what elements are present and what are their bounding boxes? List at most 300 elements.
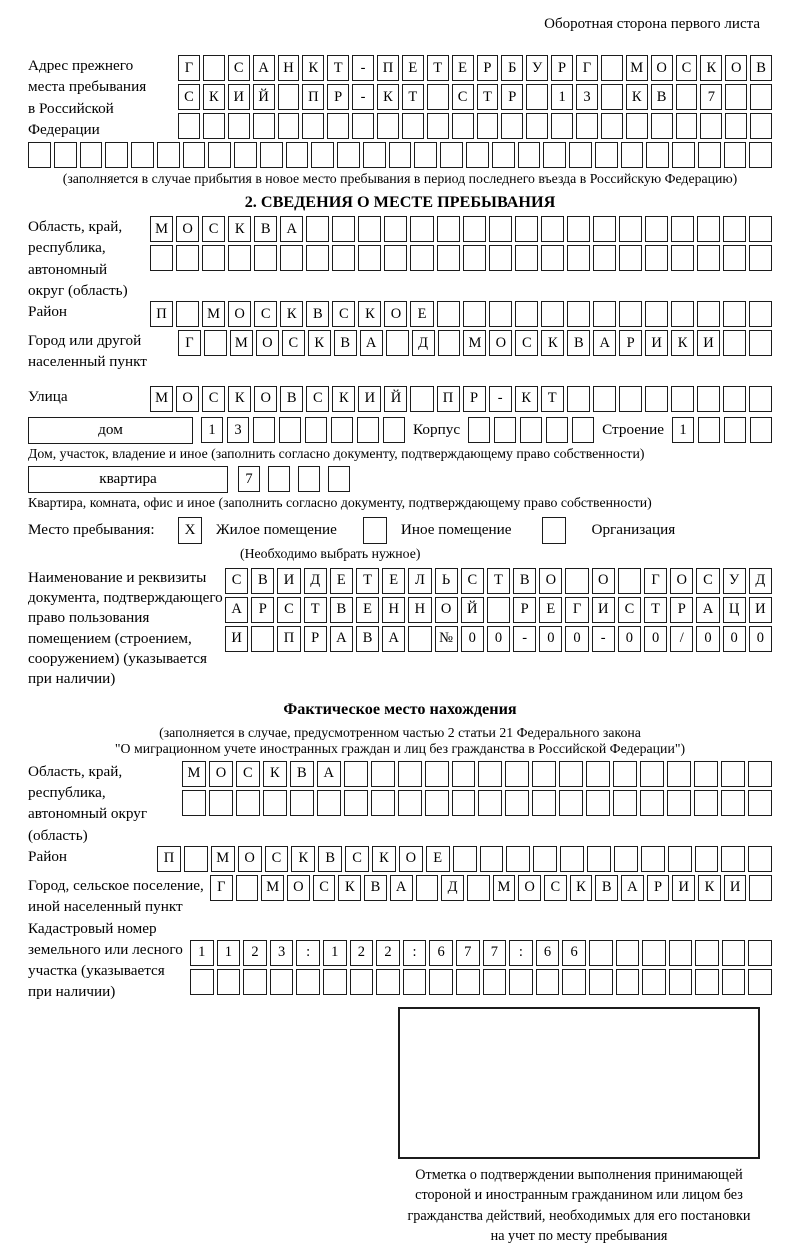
char-cell[interactable]: Е [356,597,379,623]
char-cell[interactable]: В [290,761,314,787]
char-cell[interactable]: М [626,55,648,81]
char-cell[interactable]: П [302,84,324,110]
char-cell[interactable]: 1 [217,940,241,966]
char-cell[interactable] [477,113,499,139]
char-cell[interactable] [667,790,691,816]
char-cell[interactable] [576,113,598,139]
char-cell[interactable]: А [696,597,719,623]
char-cell[interactable] [749,216,772,242]
char-cell[interactable]: Е [539,597,562,623]
char-cell[interactable] [669,940,693,966]
char-cell[interactable] [478,761,502,787]
char-cell[interactable]: С [228,55,250,81]
char-cell[interactable]: М [463,330,486,356]
char-cell[interactable] [286,142,309,168]
char-cell[interactable] [619,216,642,242]
char-cell[interactable]: Т [427,55,449,81]
char-cell[interactable] [543,142,566,168]
char-cell[interactable] [427,84,449,110]
char-cell[interactable] [667,761,691,787]
char-cell[interactable]: К [626,84,648,110]
char-cell[interactable] [559,761,583,787]
char-cell[interactable] [253,417,275,443]
char-cell[interactable] [541,301,564,327]
char-cell[interactable]: А [253,55,275,81]
char-cell[interactable]: 1 [201,417,223,443]
char-cell[interactable] [384,216,407,242]
char-cell[interactable]: И [277,568,300,594]
char-cell[interactable]: Р [304,626,327,652]
char-cell[interactable]: О [209,761,233,787]
char-cell[interactable]: В [280,386,303,412]
char-cell[interactable]: Р [251,597,274,623]
char-cell[interactable] [671,301,694,327]
char-cell[interactable]: У [723,568,746,594]
char-cell[interactable] [371,790,395,816]
char-cell[interactable]: М [202,301,225,327]
char-cell[interactable]: : [296,940,320,966]
char-cell[interactable] [697,386,720,412]
char-cell[interactable] [410,216,433,242]
char-cell[interactable] [492,142,515,168]
char-cell[interactable] [371,761,395,787]
char-cell[interactable] [487,597,510,623]
char-cell[interactable]: 0 [749,626,772,652]
char-cell[interactable]: 6 [562,940,586,966]
char-cell[interactable]: А [390,875,413,901]
char-cell[interactable]: А [360,330,383,356]
char-cell[interactable]: К [263,761,287,787]
char-cell[interactable] [668,846,692,872]
char-cell[interactable] [748,969,772,995]
char-cell[interactable] [352,113,374,139]
char-cell[interactable] [572,417,594,443]
char-cell[interactable] [463,245,486,271]
char-cell[interactable] [616,940,640,966]
char-cell[interactable] [389,142,412,168]
char-cell[interactable] [386,330,409,356]
char-cell[interactable] [619,386,642,412]
char-cell[interactable] [463,301,486,327]
char-cell[interactable] [278,84,300,110]
char-cell[interactable] [532,761,556,787]
char-cell[interactable]: В [334,330,357,356]
char-cell[interactable] [184,846,208,872]
char-cell[interactable]: 3 [576,84,598,110]
char-cell[interactable]: 7 [238,466,260,492]
char-cell[interactable] [725,84,747,110]
char-cell[interactable]: П [377,55,399,81]
char-cell[interactable]: Р [501,84,523,110]
char-cell[interactable] [520,417,542,443]
char-cell[interactable] [698,142,721,168]
char-cell[interactable]: К [700,55,722,81]
char-cell[interactable] [595,142,618,168]
char-cell[interactable]: Г [576,55,598,81]
char-cell[interactable] [526,113,548,139]
char-cell[interactable] [593,245,616,271]
char-cell[interactable] [317,790,341,816]
char-cell[interactable]: К [280,301,303,327]
char-cell[interactable] [489,216,512,242]
char-cell[interactable] [567,245,590,271]
char-cell[interactable]: 3 [270,940,294,966]
char-cell[interactable]: 1 [672,417,694,443]
char-cell[interactable]: К [291,846,315,872]
char-cell[interactable]: 1 [323,940,347,966]
char-cell[interactable]: Е [330,568,353,594]
char-cell[interactable]: О [256,330,279,356]
char-cell[interactable] [601,113,623,139]
char-cell[interactable]: Е [382,568,405,594]
char-cell[interactable]: Р [513,597,536,623]
char-cell[interactable]: А [330,626,353,652]
char-cell[interactable] [750,84,772,110]
char-cell[interactable] [723,245,746,271]
char-cell[interactable] [723,301,746,327]
char-cell[interactable]: Т [327,55,349,81]
char-cell[interactable]: С [178,84,200,110]
char-cell[interactable] [402,113,424,139]
char-cell[interactable]: В [567,330,590,356]
char-cell[interactable]: Г [565,597,588,623]
char-cell[interactable]: Н [278,55,300,81]
char-cell[interactable] [749,245,772,271]
char-cell[interactable] [642,969,666,995]
char-cell[interactable] [302,113,324,139]
char-cell[interactable]: С [452,84,474,110]
char-cell[interactable] [676,84,698,110]
char-cell[interactable] [228,245,251,271]
char-cell[interactable]: Т [477,84,499,110]
char-cell[interactable]: А [382,626,405,652]
char-cell[interactable] [616,969,640,995]
char-cell[interactable] [280,245,303,271]
char-cell[interactable]: К [541,330,564,356]
char-cell[interactable]: В [330,597,353,623]
char-cell[interactable] [332,245,355,271]
char-cell[interactable]: - [489,386,512,412]
char-cell[interactable]: И [358,386,381,412]
char-cell[interactable] [749,301,772,327]
char-cell[interactable]: И [228,84,250,110]
char-cell[interactable]: 7 [456,940,480,966]
char-cell[interactable] [697,216,720,242]
char-cell[interactable] [723,386,746,412]
char-cell[interactable] [641,846,665,872]
char-cell[interactable]: М [261,875,284,901]
char-cell[interactable] [410,245,433,271]
char-cell[interactable] [54,142,77,168]
char-cell[interactable] [268,466,290,492]
char-cell[interactable]: С [306,386,329,412]
char-cell[interactable] [698,417,720,443]
char-cell[interactable]: Т [487,568,510,594]
char-cell[interactable] [589,940,613,966]
char-cell[interactable]: С [332,301,355,327]
char-cell[interactable]: 2 [350,940,374,966]
char-cell[interactable]: С [282,330,305,356]
char-cell[interactable]: С [618,597,641,623]
char-cell[interactable]: П [437,386,460,412]
char-cell[interactable] [749,386,772,412]
char-cell[interactable] [278,113,300,139]
char-cell[interactable] [480,846,504,872]
char-cell[interactable]: О [435,597,458,623]
char-cell[interactable]: В [750,55,772,81]
char-cell[interactable]: В [513,568,536,594]
char-cell[interactable]: М [182,761,206,787]
char-cell[interactable]: С [265,846,289,872]
char-cell[interactable]: М [150,386,173,412]
char-cell[interactable] [403,969,427,995]
char-cell[interactable] [671,216,694,242]
char-cell[interactable]: В [306,301,329,327]
char-cell[interactable] [489,245,512,271]
char-cell[interactable] [306,216,329,242]
char-cell[interactable] [327,113,349,139]
char-cell[interactable] [429,969,453,995]
char-cell[interactable] [183,142,206,168]
char-cell[interactable] [298,466,320,492]
char-cell[interactable]: О [254,386,277,412]
char-cell[interactable] [546,417,568,443]
char-cell[interactable]: С [461,568,484,594]
char-cell[interactable] [270,969,294,995]
char-cell[interactable] [722,969,746,995]
char-cell[interactable]: Е [410,301,433,327]
char-cell[interactable]: 1 [190,940,214,966]
char-cell[interactable] [671,245,694,271]
char-cell[interactable] [593,301,616,327]
char-cell[interactable]: Л [408,568,431,594]
char-cell[interactable] [311,142,334,168]
char-cell[interactable] [645,245,668,271]
checkbox-organizatsiya[interactable] [542,517,566,544]
char-cell[interactable] [748,790,772,816]
char-cell[interactable]: Е [426,846,450,872]
char-cell[interactable]: К [377,84,399,110]
char-cell[interactable]: Д [304,568,327,594]
char-cell[interactable]: А [593,330,616,356]
char-cell[interactable] [671,386,694,412]
char-cell[interactable] [725,113,747,139]
char-cell[interactable]: И [592,597,615,623]
char-cell[interactable]: О [176,386,199,412]
char-cell[interactable]: С [676,55,698,81]
char-cell[interactable] [645,386,668,412]
char-cell[interactable]: В [595,875,618,901]
char-cell[interactable]: К [228,386,251,412]
char-cell[interactable] [437,245,460,271]
char-cell[interactable] [750,417,772,443]
char-cell[interactable] [253,113,275,139]
char-cell[interactable]: / [670,626,693,652]
char-cell[interactable]: С [696,568,719,594]
char-cell[interactable]: Г [178,330,201,356]
char-cell[interactable] [416,875,439,901]
char-cell[interactable] [700,113,722,139]
char-cell[interactable] [614,846,638,872]
char-cell[interactable]: Е [452,55,474,81]
char-cell[interactable] [621,142,644,168]
char-cell[interactable]: С [254,301,277,327]
char-cell[interactable] [560,846,584,872]
char-cell[interactable] [228,113,250,139]
char-cell[interactable] [376,969,400,995]
char-cell[interactable] [565,568,588,594]
char-cell[interactable]: Р [551,55,573,81]
char-cell[interactable]: В [651,84,673,110]
char-cell[interactable]: - [513,626,536,652]
char-cell[interactable]: В [364,875,387,901]
char-cell[interactable] [569,142,592,168]
char-cell[interactable]: Д [412,330,435,356]
char-cell[interactable]: 0 [618,626,641,652]
char-cell[interactable] [466,142,489,168]
char-cell[interactable] [263,790,287,816]
char-cell[interactable] [722,940,746,966]
char-cell[interactable]: Ц [723,597,746,623]
char-cell[interactable]: С [225,568,248,594]
char-cell[interactable] [526,84,548,110]
char-cell[interactable]: С [202,386,225,412]
char-cell[interactable] [697,301,720,327]
char-cell[interactable] [676,113,698,139]
char-cell[interactable] [358,216,381,242]
char-cell[interactable]: У [526,55,548,81]
char-cell[interactable]: Т [356,568,379,594]
char-cell[interactable] [505,761,529,787]
char-cell[interactable]: Р [619,330,642,356]
char-cell[interactable]: А [621,875,644,901]
char-cell[interactable]: Г [210,875,233,901]
char-cell[interactable] [589,969,613,995]
char-cell[interactable]: 1 [551,84,573,110]
char-cell[interactable]: Р [647,875,670,901]
char-cell[interactable]: К [308,330,331,356]
char-cell[interactable] [236,875,259,901]
checkbox-zhiloe[interactable]: X [178,517,202,544]
char-cell[interactable] [694,761,718,787]
char-cell[interactable]: А [280,216,303,242]
char-cell[interactable]: Й [253,84,275,110]
char-cell[interactable] [306,245,329,271]
char-cell[interactable]: И [645,330,668,356]
char-cell[interactable] [501,113,523,139]
char-cell[interactable]: К [228,216,251,242]
char-cell[interactable]: К [698,875,721,901]
char-cell[interactable] [254,245,277,271]
char-cell[interactable] [697,245,720,271]
char-cell[interactable] [586,761,610,787]
char-cell[interactable]: О [725,55,747,81]
char-cell[interactable] [105,142,128,168]
char-cell[interactable] [695,846,719,872]
char-cell[interactable] [410,386,433,412]
char-cell[interactable]: Р [477,55,499,81]
char-cell[interactable] [750,113,772,139]
char-cell[interactable] [363,142,386,168]
char-cell[interactable] [721,790,745,816]
char-cell[interactable] [323,969,347,995]
char-cell[interactable] [532,790,556,816]
char-cell[interactable] [586,790,610,816]
char-cell[interactable] [593,386,616,412]
char-cell[interactable] [452,761,476,787]
char-cell[interactable]: Т [644,597,667,623]
char-cell[interactable] [398,790,422,816]
char-cell[interactable] [724,417,746,443]
char-cell[interactable]: И [672,875,695,901]
char-cell[interactable] [494,417,516,443]
char-cell[interactable]: Е [402,55,424,81]
char-cell[interactable] [425,790,449,816]
char-cell[interactable]: П [150,301,173,327]
char-cell[interactable]: С [236,761,260,787]
char-cell[interactable] [209,790,233,816]
char-cell[interactable] [723,216,746,242]
char-cell[interactable]: К [515,386,538,412]
char-cell[interactable] [515,301,538,327]
char-cell[interactable]: : [509,940,533,966]
char-cell[interactable]: - [352,55,374,81]
char-cell[interactable] [640,790,664,816]
char-cell[interactable] [182,790,206,816]
char-cell[interactable]: 0 [565,626,588,652]
char-cell[interactable] [427,113,449,139]
char-cell[interactable]: - [352,84,374,110]
char-cell[interactable] [377,113,399,139]
char-cell[interactable]: К [358,301,381,327]
char-cell[interactable] [601,55,623,81]
char-cell[interactable] [463,216,486,242]
char-cell[interactable] [601,84,623,110]
char-cell[interactable] [613,761,637,787]
char-cell[interactable] [331,417,353,443]
char-cell[interactable]: 0 [487,626,510,652]
char-cell[interactable]: Д [441,875,464,901]
char-cell[interactable] [515,245,538,271]
char-cell[interactable] [437,301,460,327]
char-cell[interactable]: К [302,55,324,81]
char-cell[interactable]: 0 [696,626,719,652]
char-cell[interactable] [204,330,227,356]
char-cell[interactable]: К [203,84,225,110]
char-cell[interactable]: Г [178,55,200,81]
char-cell[interactable] [190,969,214,995]
char-cell[interactable]: В [254,216,277,242]
char-cell[interactable]: И [697,330,720,356]
checkbox-inoe[interactable] [363,517,387,544]
char-cell[interactable] [452,113,474,139]
char-cell[interactable]: 0 [461,626,484,652]
char-cell[interactable] [669,969,693,995]
char-cell[interactable]: О [384,301,407,327]
char-cell[interactable] [478,790,502,816]
char-cell[interactable] [645,301,668,327]
char-cell[interactable]: О [651,55,673,81]
char-cell[interactable] [749,875,772,901]
char-cell[interactable] [619,245,642,271]
char-cell[interactable] [748,940,772,966]
char-cell[interactable]: И [225,626,248,652]
char-cell[interactable] [468,417,490,443]
char-cell[interactable]: К [332,386,355,412]
char-cell[interactable]: М [150,216,173,242]
char-cell[interactable] [506,846,530,872]
char-cell[interactable]: Б [501,55,523,81]
